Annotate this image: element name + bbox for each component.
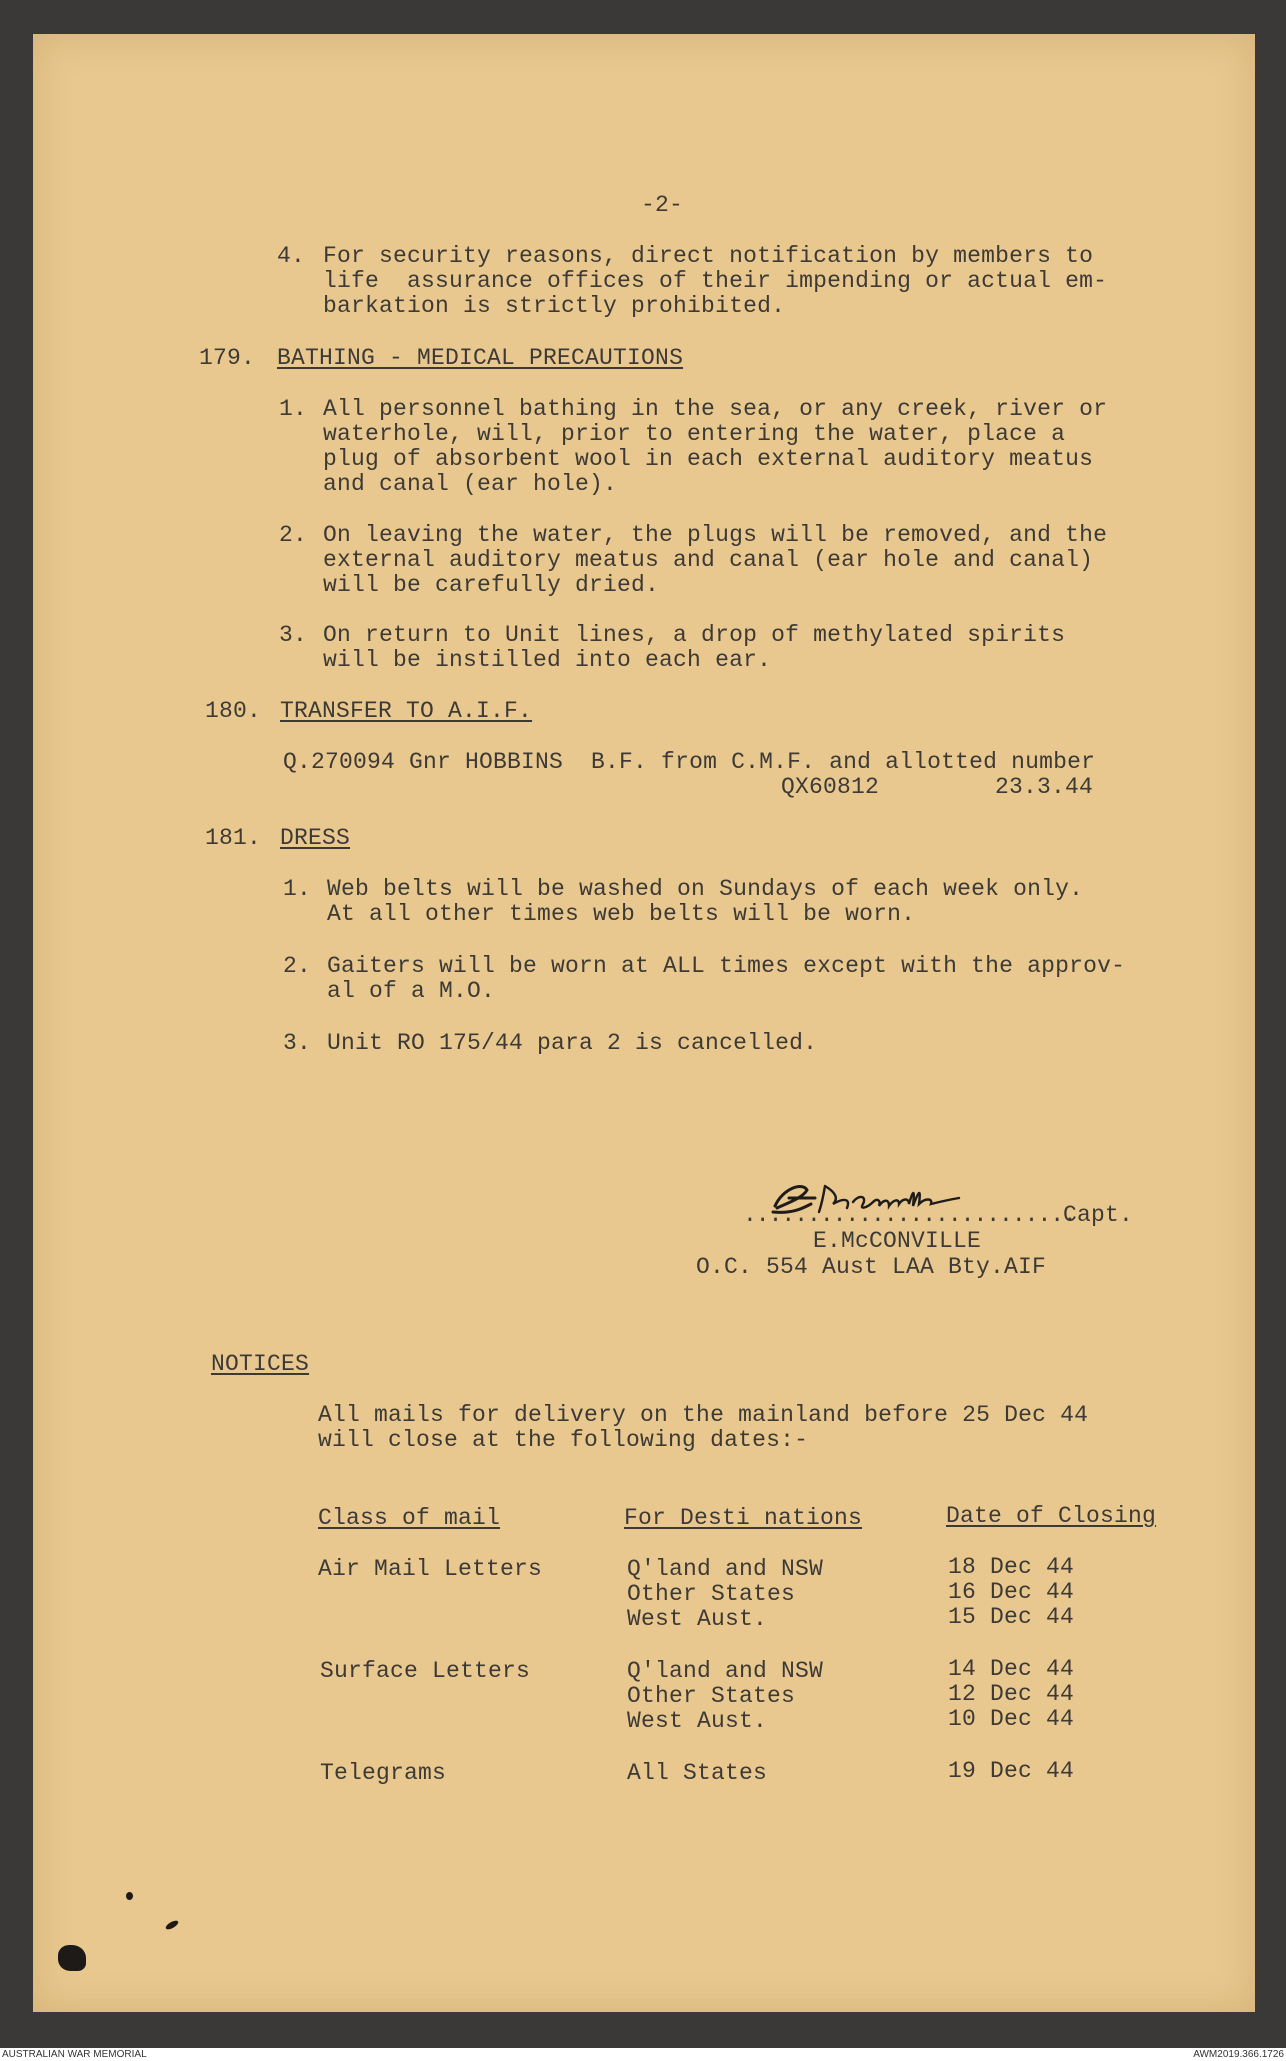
para-4-line-2: life assurance offices of their impending or actual em- [323,268,1108,294]
section-180-heading: TRANSFER TO A.I.F. [280,698,533,724]
section-179-item-3-line-1: On return to Unit lines, a drop of methylated spirits [323,622,1066,648]
table-cell-date: 14 Dec 44 [948,1656,1075,1682]
section-179-item-1-line-2: waterhole, will, prior to entering the water, place a [323,421,1066,447]
notices-intro-line-2: will close at the following dates:- [318,1427,809,1453]
table-cell-destination: All States [627,1760,768,1786]
section-181-item-1-line-2: At all other times web belts will be worn. [327,901,916,927]
section-181-item-3-number: 3. [283,1030,312,1056]
section-181-item-2-line-1: Gaiters will be worn at ALL times except with the approv- [327,953,1126,979]
signature-rank: Capt. [1063,1202,1134,1228]
table-cell-date: 15 Dec 44 [948,1604,1075,1630]
table-cell-destination: Q'land and NSW [627,1658,824,1684]
para-4-number: 4. [277,243,306,269]
section-179-item-1-line-1: All personnel bathing in the sea, or any creek, river or [323,396,1108,422]
section-181-item-2-line-2: al of a M.O. [327,978,496,1004]
section-181-number: 181. [205,825,262,851]
table-cell-destination: Other States [627,1581,796,1607]
section-179-item-3-number: 3. [279,622,308,648]
section-181-heading: DRESS [280,825,351,851]
section-181-item-2-number: 2. [283,953,312,979]
mail-class-surface: Surface Letters [320,1658,531,1684]
column-header-destinations: For Desti nations [624,1505,863,1531]
para-4-line-3: barkation is strictly prohibited. [323,293,786,319]
notices-intro-line-1: All mails for delivery on the mainland before 25 Dec 44 [318,1402,1089,1428]
table-cell-date: 12 Dec 44 [948,1681,1075,1707]
section-181-item-3-line-1: Unit RO 175/44 para 2 is cancelled. [327,1030,818,1056]
ink-spot [126,1892,133,1900]
section-179-item-2-line-2: external auditory meatus and canal (ear hole and canal) [323,547,1094,573]
section-179-item-2-number: 2. [279,522,308,548]
ink-blot [58,1945,86,1971]
signature-dotted-line: .......................... [743,1202,1076,1228]
section-180-service-number: QX60812 [781,774,880,800]
para-4-line-1: For security reasons, direct notification by members to [323,243,1094,269]
mail-class-air: Air Mail Letters [318,1556,543,1582]
section-181-item-1-number: 1. [283,876,312,902]
section-179-item-1-line-3: plug of absorbent wool in each external auditory meatus [323,446,1094,472]
notices-heading: NOTICES [211,1351,310,1377]
footer-left-text: AUSTRALIAN WAR MEMORIAL [2,2049,147,2060]
section-179-number: 179. [199,345,256,371]
table-cell-date: 16 Dec 44 [948,1579,1075,1605]
table-cell-destination: Q'land and NSW [627,1556,824,1582]
table-cell-date: 18 Dec 44 [948,1554,1075,1580]
section-181-item-1-line-1: Web belts will be washed on Sundays of each week only. [327,876,1084,902]
section-179-heading: BATHING - MEDICAL PRECAUTIONS [277,345,684,371]
signature-unit: O.C. 554 Aust LAA Bty.AIF [696,1254,1047,1280]
section-179-item-2-line-3: will be carefully dried. [323,572,660,598]
section-179-item-2-line-1: On leaving the water, the plugs will be removed, and the [323,522,1108,548]
table-cell-date: 10 Dec 44 [948,1706,1075,1732]
table-cell-destination: Other States [627,1683,796,1709]
section-180-line-1: Q.270094 Gnr HOBBINS B.F. from C.M.F. and allotted number [283,749,1096,775]
archive-footer [0,2048,1286,2061]
table-cell-date: 19 Dec 44 [948,1758,1075,1784]
column-header-closing-date: Date of Closing [946,1503,1157,1529]
section-179-item-1-number: 1. [279,396,308,422]
section-179-item-1-line-4: and canal (ear hole). [323,471,618,497]
signature-name: E.McCONVILLE [813,1228,982,1254]
column-header-class: Class of mail [318,1505,501,1531]
footer-right-text: AWM2019.366.1726 [1193,2049,1284,2060]
page-number: -2- [641,192,684,218]
section-180-date: 23.3.44 [995,774,1094,800]
mail-class-telegrams: Telegrams [320,1760,447,1786]
table-cell-destination: West Aust. [627,1606,768,1632]
section-179-item-3-line-2: will be instilled into each ear. [323,647,772,673]
section-180-number: 180. [205,698,262,724]
table-cell-destination: West Aust. [627,1708,768,1734]
